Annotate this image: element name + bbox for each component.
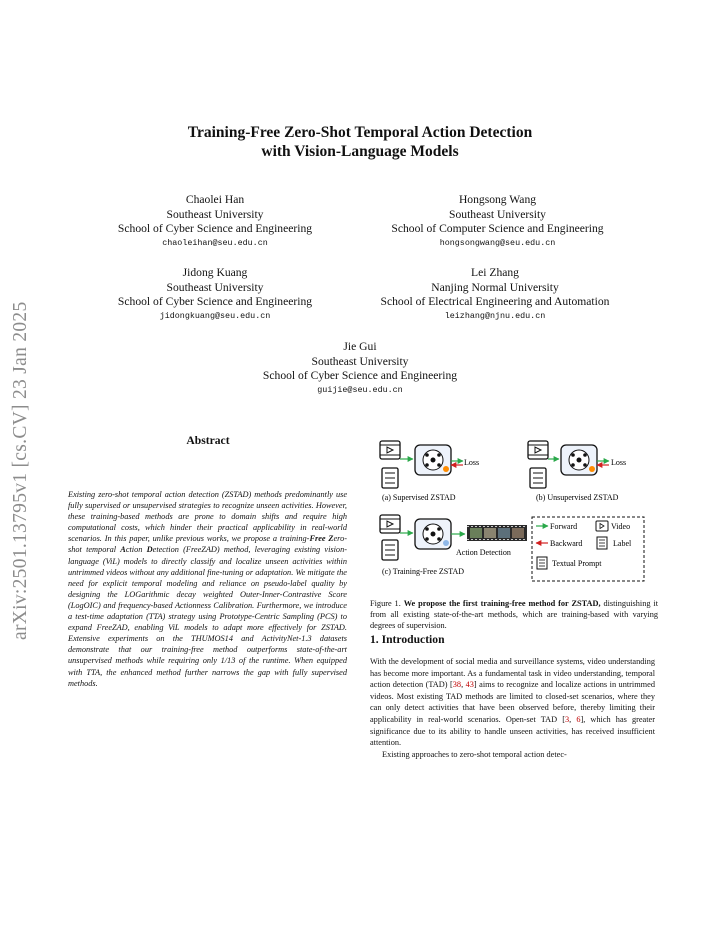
label-list-icon — [530, 468, 546, 488]
arxiv-stamp: arXiv:2501.13795v1 [cs.CV] 23 Jan 2025 — [10, 301, 31, 640]
model-brain-icon — [415, 519, 451, 549]
loss-label-b: Loss — [611, 458, 627, 467]
author-name: Chaolei Han — [185, 193, 245, 206]
abstract-text: Existing zero-shot temporal action detection (ZSTAD) methods predominantly use fully supervised or unsupervised strategies to recognize unseen activities. However, these training-based methods are prone to domain shifts and require high computational costs, which hinder their practical applicability in real-world scenarios. In this paper, unlike previous works, we propose a training- — [68, 490, 347, 544]
abstract-bold: A — [120, 545, 126, 555]
intro-text: , — [569, 714, 577, 724]
model-brain-icon — [415, 445, 451, 475]
intro-paragraph — [370, 656, 655, 749]
legend-label-icon — [597, 537, 607, 549]
panel-c — [380, 515, 527, 576]
author-school: School of Electrical Engineering and Automation — [380, 295, 610, 309]
video-icon — [380, 515, 400, 533]
abstract-text: etection (FreeZAD) method, leveraging existing vision-language (ViL) models to directly classify and localize unseen activities within untrimmed videos without any additional fine-tuning or adaptation. We mitigate the need for explicit temporal modeling and reliance on pseudo-label quality by designing the LOGarithmic decay weighted Outer-Inner-Contrastive Score (LogOIC) and frequency-based Actionness Calibration. Furthermore, we introduce a test-time adaptation (TTA) strategy using Prototype-Centric Sampling (PCS) to expand FreeZAD, enabling ViL models to adapt more effectively for ZSTAD. Extensive experiments on the THUMOS14 and ActivityNet-1.3 datasets demonstrate that our training-free method outperforms state-of-the-art unsupervised methods while requiring only 1/13 of the runtime. When equipped with TTA, the enhanced method further narrows the gap with fully supervised methods. — [68, 545, 347, 688]
abstract-body — [68, 489, 347, 689]
citation-link[interactable]: 38 — [452, 680, 462, 690]
legend-label: Label — [613, 539, 632, 548]
author-affiliation: Southeast University — [311, 354, 409, 368]
author-block-5 — [210, 340, 510, 397]
panel-b-caption: (b) Unsupervised ZSTAD — [536, 493, 619, 502]
author-block-3 — [80, 266, 350, 323]
figure-1 — [370, 437, 658, 587]
intro-text: , — [461, 680, 466, 690]
legend-video: Video — [611, 522, 631, 531]
intro-text: Existing approaches to zero-shot temporal action detec- — [382, 749, 567, 759]
author-affiliation: Southeast University — [449, 207, 546, 221]
author-email[interactable]: leizhang@njnu.edu.cn — [444, 310, 546, 321]
abstract-bold: D — [146, 545, 153, 555]
author-affiliation: Nanjing Normal University — [431, 280, 559, 294]
intro-text: With the development of social media and surveillance systems, video understanding has become more important. As a fundamental task in video understanding, temporal action detection (TAD) [ — [370, 657, 655, 690]
citation-link[interactable]: 6 — [576, 714, 581, 724]
figure-caption — [370, 598, 658, 631]
author-block-4 — [345, 266, 645, 323]
author-block-1 — [90, 193, 340, 250]
author-school: School of Cyber Science and Engineering — [262, 369, 458, 383]
abstract-text: ero-shot temporal — [68, 534, 347, 555]
panel-a-caption: (a) Supervised ZSTAD — [382, 493, 456, 502]
video-icon — [528, 441, 548, 459]
model-brain-icon — [561, 445, 597, 475]
author-name: Jidong Kuang — [182, 266, 248, 279]
caption-bold: We propose the first training-free method for ZSTAD, — [403, 599, 601, 608]
paper-title — [0, 123, 720, 161]
label-list-icon — [382, 468, 398, 488]
citation-link[interactable]: 3 — [564, 714, 570, 724]
author-name: Jie Gui — [343, 340, 377, 353]
intro-text: ] aims to recognize and localize actions in untrimmed videos. Most existing TAD methods are limited to closed-set scenarios, where they can only detect activities that have been observed before, thereby limiting their applicability in real-world scenarios. Open-set TAD [ — [370, 680, 655, 724]
author-affiliation: Southeast University — [166, 207, 264, 221]
abstract-heading: Abstract — [186, 434, 230, 447]
legend-video-icon — [596, 521, 608, 531]
author-name: Lei Zhang — [471, 266, 519, 279]
loss-label-a: Loss — [464, 458, 480, 467]
legend-backward: Backward — [550, 539, 583, 548]
intro-body — [370, 656, 655, 760]
legend-forward: Forward — [550, 522, 578, 531]
panel-c-caption: (c) Training-Free ZSTAD — [382, 567, 465, 576]
title-line-1: Training-Free Zero-Shot Temporal Action Detection — [187, 124, 533, 141]
panel-a — [380, 441, 479, 502]
video-icon — [380, 441, 400, 459]
section-heading-introduction: 1. Introduction — [370, 633, 445, 646]
action-detection-filmstrip — [467, 525, 527, 541]
intro-paragraph — [370, 749, 655, 761]
author-block-2 — [355, 193, 640, 250]
legend-prompt-icon — [537, 557, 547, 569]
figure-legend — [532, 517, 644, 581]
abstract-bold: Free Z — [309, 534, 334, 544]
author-email[interactable]: guijie@seu.edu.cn — [317, 384, 403, 395]
title-line-2: with Vision-Language Models — [261, 143, 459, 160]
author-name: Hongsong Wang — [458, 193, 537, 206]
panel-b — [528, 441, 626, 502]
caption-prefix: Figure 1. — [370, 599, 404, 608]
author-email[interactable]: chaoleihan@seu.edu.cn — [162, 237, 268, 248]
author-school: School of Computer Science and Engineering — [391, 222, 604, 236]
intro-text: ], which has greater significance due to its ability to handle unseen activities, has received insufficient attention. — [370, 714, 655, 748]
author-school: School of Cyber Science and Engineering — [117, 222, 313, 236]
abstract-text: ction — [125, 545, 147, 555]
author-affiliation: Southeast University — [166, 280, 264, 294]
author-email[interactable]: jidongkuang@seu.edu.cn — [159, 310, 271, 321]
citation-link[interactable]: 43 — [465, 680, 474, 690]
author-school: School of Cyber Science and Engineering — [117, 295, 313, 309]
action-detection-label: Action Detection — [456, 548, 511, 557]
author-email[interactable]: hongsongwang@seu.edu.cn — [439, 237, 556, 248]
caption-rest: distinguishing it from all existing state-of-the-art methods, which are training-based with varying degrees of supervision. — [370, 599, 659, 630]
legend-prompt: Textual Prompt — [552, 559, 602, 568]
label-list-icon — [382, 540, 398, 560]
